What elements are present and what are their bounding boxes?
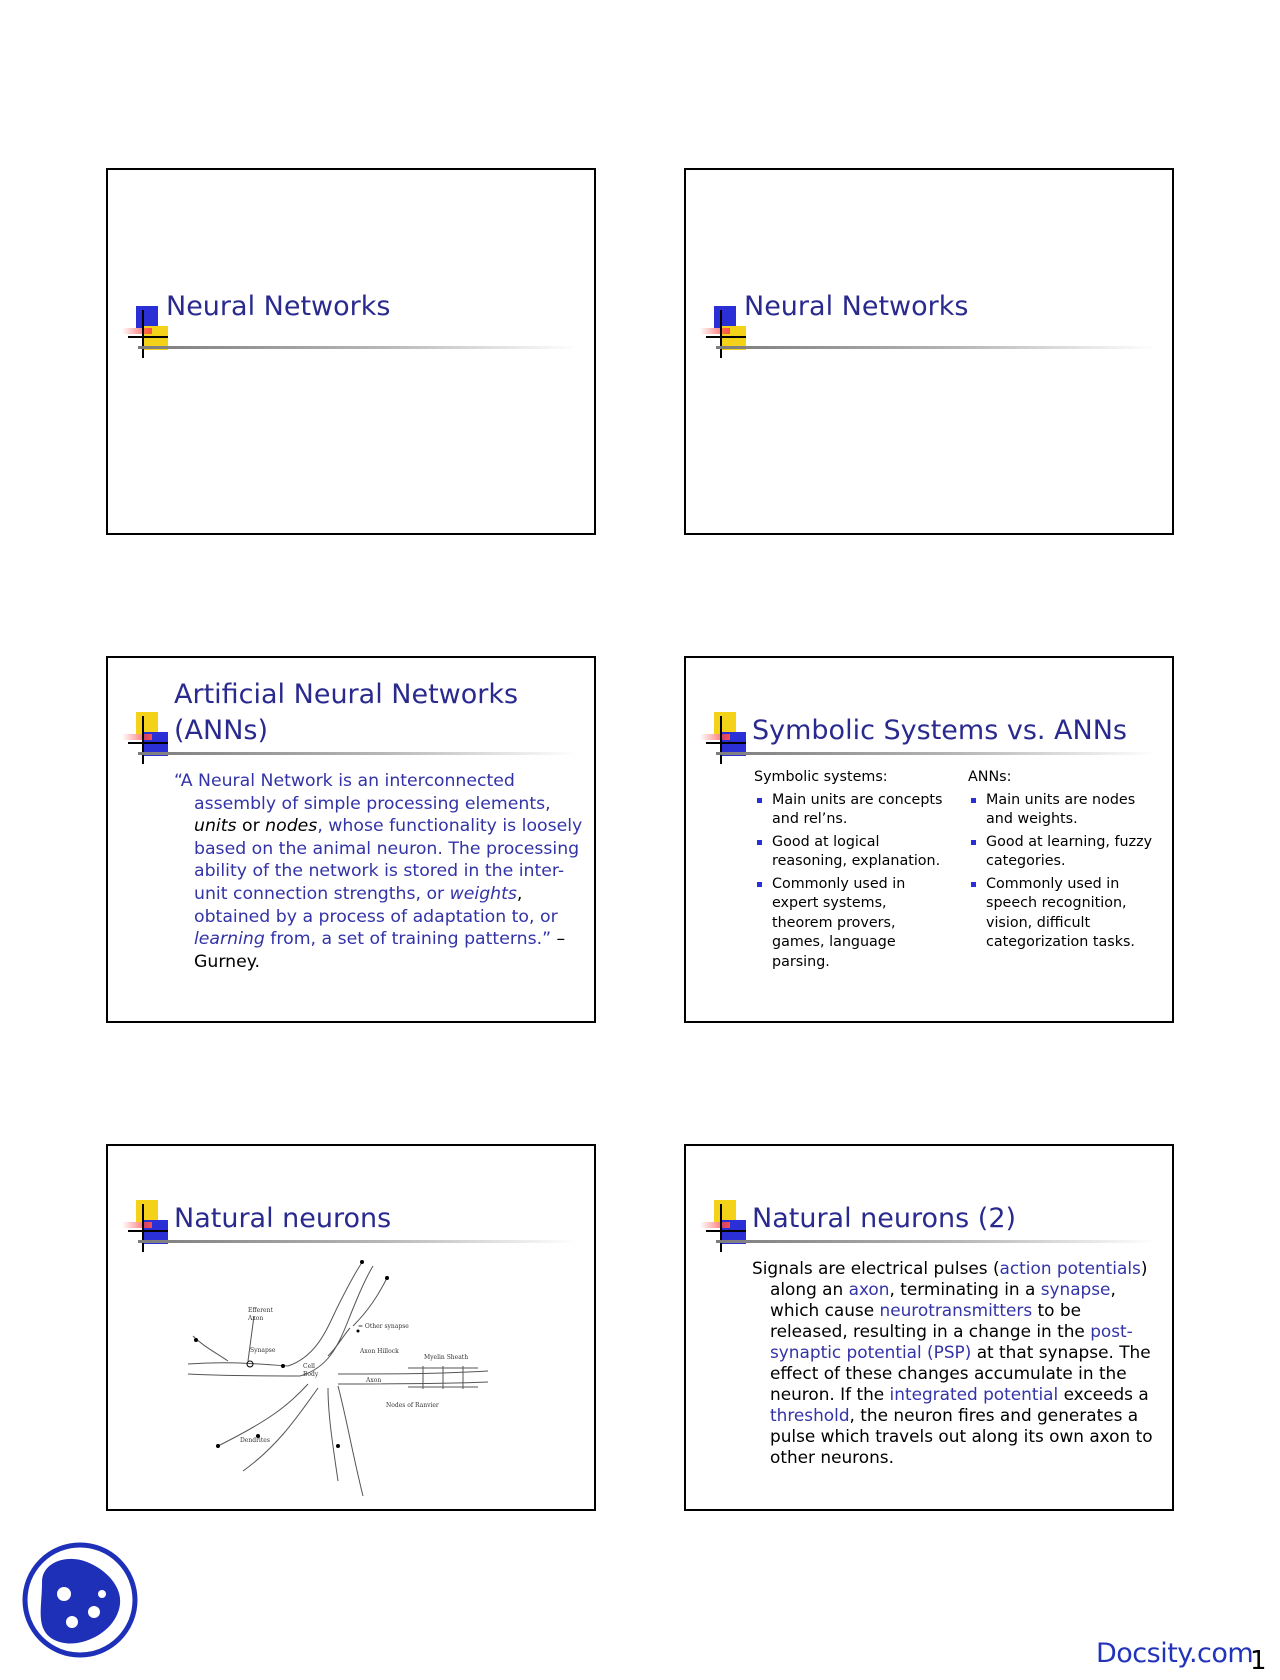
- title-rule: [138, 752, 578, 755]
- list-item: Commonly used in expert systems, theorem provers, games, language parsing.: [754, 875, 964, 973]
- slide-6: [684, 1144, 1174, 1511]
- gurney-quote: “A Neural Network is an interconnected assembly of simple processing elements, units or nodes, whose functionality is loosely based on the animal neuron. The processing ability of the network is stored in the inter- unit connection strengths, or weights, obtained by a process of adaptation to, or learning from, a set of training patterns.” – Gurney.: [174, 771, 583, 972]
- label-dendrites: Dendrites: [240, 1437, 270, 1444]
- slide-decoration-icon: [700, 712, 752, 776]
- label-myelin-sheath: Myelin Sheath: [424, 1354, 469, 1361]
- slide-title: Neural Networks: [744, 291, 969, 322]
- slide-3: [106, 656, 596, 1023]
- column-heading: Symbolic systems:: [754, 769, 888, 785]
- label-body: Body: [303, 1371, 319, 1378]
- slide-2: [684, 168, 1174, 535]
- slide-decoration-icon: [122, 712, 174, 776]
- label-axon-top: Axon: [248, 1315, 264, 1322]
- docsity-logo-icon: [22, 1542, 138, 1658]
- slide-decoration-icon: [700, 1200, 752, 1264]
- list-item: Commonly used in speech recognition, vision, difficult categorization tasks.: [968, 875, 1168, 953]
- label-axon-hillock: Axon Hillock: [360, 1348, 399, 1355]
- slide-title-line-2: (ANNs): [174, 715, 268, 746]
- label-synapse: Synapse: [250, 1347, 276, 1354]
- label-axon: Axon: [366, 1377, 382, 1384]
- anns-column: [968, 768, 1168, 956]
- slide-4: [684, 656, 1174, 1023]
- page-number: 1: [1250, 1646, 1267, 1676]
- label-nodes-of-ranvier: Nodes of Ranvier: [386, 1402, 439, 1409]
- title-rule: [716, 752, 1156, 755]
- neuron-diagram: [188, 1256, 488, 1496]
- docsity-brand[interactable]: Docsity.com: [1096, 1638, 1254, 1669]
- slide-title: Neural Networks: [166, 291, 391, 322]
- list-item: Good at logical reasoning, explanation.: [754, 833, 964, 872]
- slide-decoration-icon: [122, 1200, 174, 1264]
- list-item: Main units are concepts and rel’ns.: [754, 791, 964, 830]
- title-rule: [716, 1240, 1156, 1243]
- slide-title: Symbolic Systems vs. ANNs: [752, 715, 1127, 746]
- slide-title: Natural neurons (2): [752, 1203, 1017, 1234]
- slide-title: Natural neurons: [174, 1203, 392, 1234]
- label-cell: Cell: [303, 1363, 315, 1370]
- column-heading: ANNs:: [968, 769, 1012, 785]
- natural-neurons-paragraph: Signals are electrical pulses (action potentials) along an axon, terminating in a synapse, which cause neurotransmitters to be released, resulting in a change in the post- synaptic potential (PSP) at that synapse. The effect of these changes accumulate in the neuron. If the integrated potential exceeds a threshold, the neuron fires and generates a pulse which travels out along its own axon to other neurons.: [752, 1258, 1153, 1467]
- slide-5: [106, 1144, 596, 1511]
- slide-title-line-1: Artificial Neural Networks: [174, 679, 519, 710]
- list-item: Good at learning, fuzzy categories.: [968, 833, 1168, 872]
- symbolic-systems-column: [754, 768, 964, 975]
- label-efferent: Efferent: [248, 1307, 273, 1314]
- title-rule: [138, 1240, 578, 1243]
- title-rule: [716, 346, 1156, 349]
- title-rule: [138, 346, 578, 349]
- list-item: Main units are nodes and weights.: [968, 791, 1168, 830]
- label-other-synapse: = Other synapse: [358, 1323, 409, 1330]
- slide-1: [106, 168, 596, 535]
